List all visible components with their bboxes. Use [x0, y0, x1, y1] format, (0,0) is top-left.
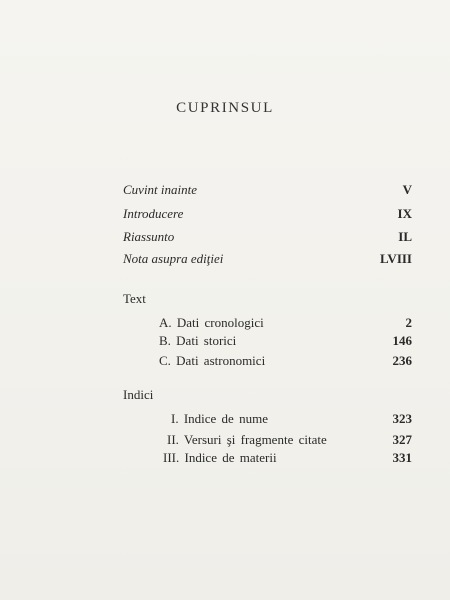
- toc-entry-label: C. Dati astronomici: [159, 353, 266, 368]
- toc-entry-label: Nota asupra ediţiei: [123, 251, 224, 266]
- toc-entry-page: IL: [398, 229, 412, 244]
- section-label-text: Text: [123, 291, 146, 306]
- toc-entry-label: I. Indice de nume: [171, 411, 268, 426]
- toc-entry-cuvint-inainte: [123, 182, 412, 200]
- page-title: CUPRINSUL: [176, 100, 274, 116]
- toc-entry-page: 323: [392, 411, 412, 426]
- toc-entry-page: 327: [392, 432, 412, 447]
- section-label-indici: Indici: [123, 387, 154, 402]
- toc-entry-versuri-si-fragmente-citate: [167, 432, 412, 450]
- toc-entry-label: II. Versuri şi fragmente citate: [167, 432, 327, 447]
- toc-entry-page: IX: [397, 206, 412, 221]
- toc-entry-indice-de-nume: [171, 411, 412, 429]
- toc-entry-label: Cuvint inainte: [123, 182, 198, 197]
- toc-entry-riassunto: [123, 229, 412, 247]
- toc-entry-label: III. Indice de materii: [163, 450, 277, 465]
- toc-entry-label: Riassunto: [123, 229, 175, 244]
- toc-entry-introducere: [123, 206, 412, 224]
- toc-entry-label: A. Dati cronologici: [159, 315, 264, 330]
- toc-entry-page: V: [402, 182, 412, 197]
- toc-entry-indice-de-materii: [163, 450, 412, 468]
- toc-entry-page: 146: [392, 333, 412, 348]
- toc-entry-page: 236: [392, 353, 412, 368]
- toc-entry-label: B. Dati storici: [159, 333, 237, 348]
- toc-entry-nota-asupra-editiei: [123, 251, 412, 269]
- toc-entry-page: LVIII: [379, 251, 412, 266]
- toc-entry-dati-astronomici: [159, 353, 412, 371]
- toc-entry-dati-cronologici: [159, 315, 412, 333]
- toc-entry-page: 331: [392, 450, 412, 465]
- toc-entry-dati-storici: [159, 333, 412, 351]
- toc-entry-page: 2: [405, 315, 412, 330]
- toc-entry-label: Introducere: [123, 206, 184, 221]
